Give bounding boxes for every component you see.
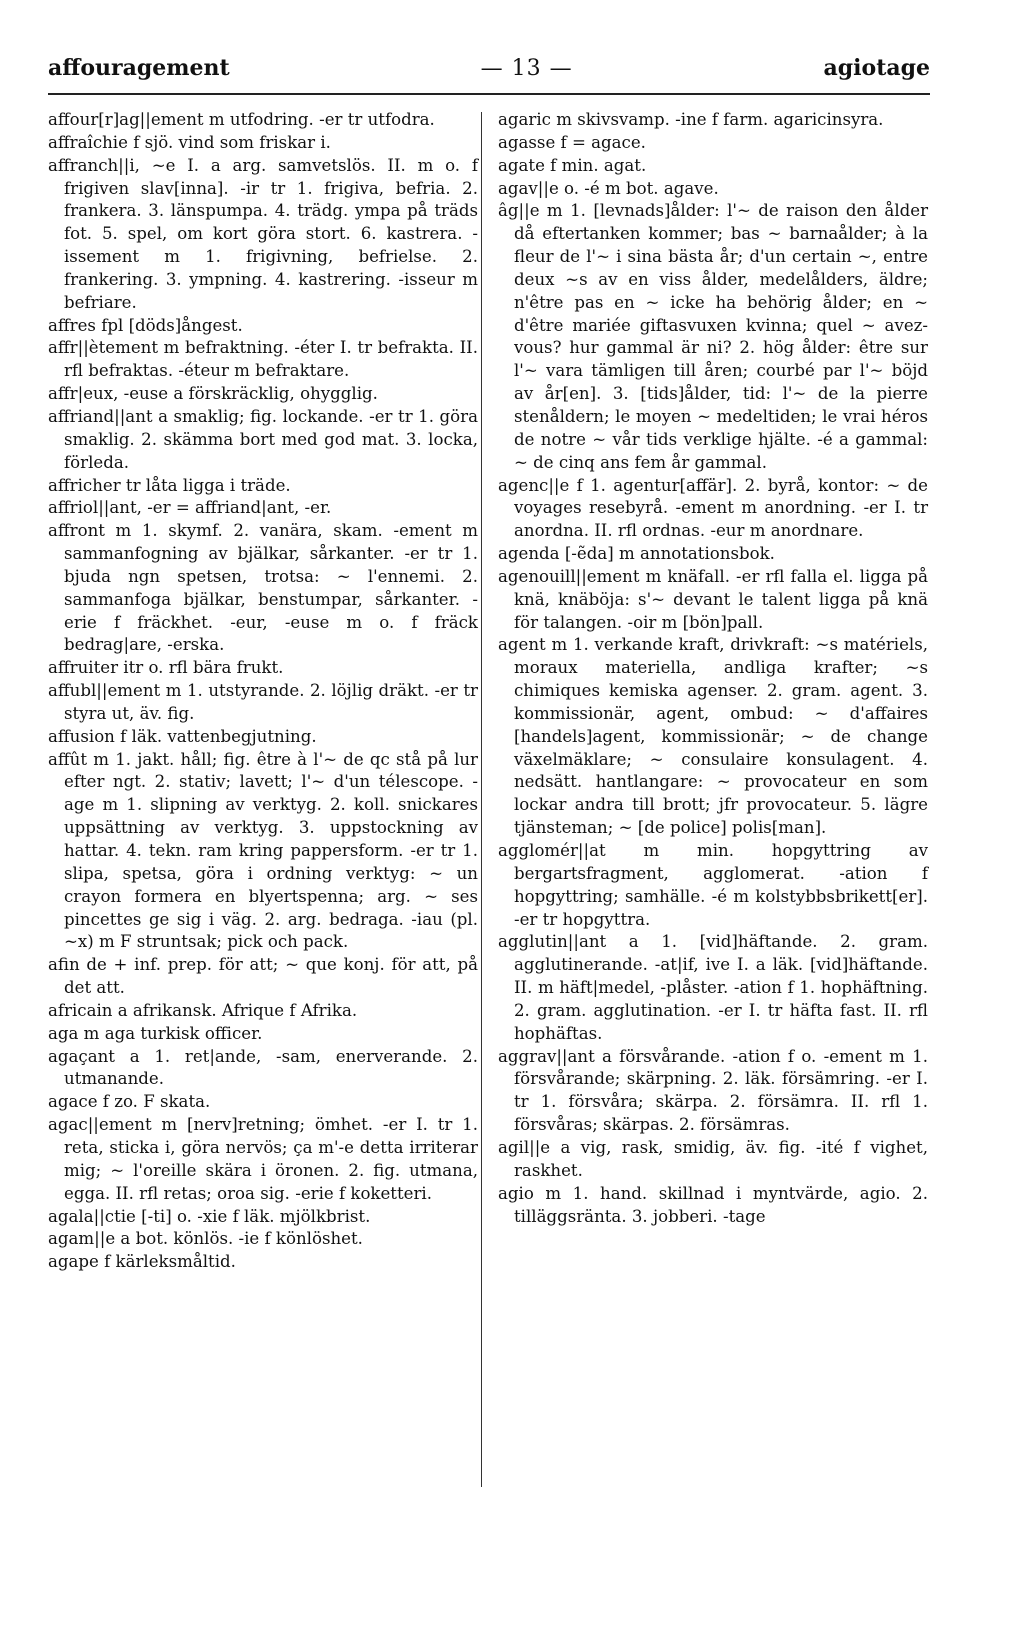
dictionary-entry: affubl||ement m 1. utstyrande. 2. löjlig dräkt. -er tr styra ut, äv. fig.: [48, 681, 478, 723]
dictionary-entry: agace f zo. F skata.: [48, 1092, 211, 1112]
dictionary-entry: affriand||ant a smaklig; fig. lockande. -er tr 1. göra smaklig. 2. skämma bort med god mat. 3. locka, förleda.: [48, 406, 478, 472]
dictionary-entry: affruiter itr o. rfl bära frukt.: [48, 658, 284, 678]
dictionary-entry: agglutin||ant a 1. [vid]häftande. 2. gram. agglutinerande. -at|if, ive I. a läk. [vid]häftande. II. m häft|medel, -plåster. -ation f 1. hophäftning. 2. gram. agglutination. -er I. tr häfta fast. II. rfl hophäftas.: [498, 932, 928, 1043]
dictionary-entry: affr||ètement m befraktning. -éter I. tr befrakta. II. rfl befraktas. -éteur m befraktare.: [48, 338, 478, 381]
dictionary-entry: agac||ement m [nerv]retning; ömhet. -er I. tr 1. reta, sticka i, göra nervös; ça m'-e detta irriterar mig; ~ l'oreille skära i öronen. 2. fig. utmana, egga. II. rfl retas; oroa sig. -erie f koketteri.: [48, 1115, 478, 1203]
dictionary-entry: agenda [-ẽda] m annotationsbok.: [498, 544, 775, 564]
dictionary-entry: affriol||ant, -er = affriand|ant, -er.: [48, 498, 332, 518]
dictionary-entry: affusion f läk. vattenbegjutning.: [48, 726, 317, 746]
left-column: [48, 109, 478, 1274]
dictionary-entry: âg||e m 1. [levnads]ålder: l'~ de raison den ålder då eftertanken kommer; bas ~ barnaålder; à la fleur de l'~ i sina bästa år; d'un certain ~, entre deux ~s av en viss ålder, medelålders, äldre; n'être pas en ~ icke ha behörig ålder; en ~ d'être mariée giftasvuxen kvinna; quel ~ avez-vous? hur gammal är ni? 2. hög ålder: être sur l'~ vara tämligen till åren; courbé par l'~ böjd av år[en]. 3. [tids]ålder, tid: l'~ de la pierre stenåldern; le moyen ~ medeltiden; le vrai héros de notre ~ vår tids verklige hjälte. -é a gammal: ~ de cinq ans fem år gammal.: [498, 201, 928, 472]
dictionary-entry: affraîchie f sjö. vind som friskar i.: [48, 132, 331, 152]
dictionary-entry: affour[r]ag||ement m utfodring. -er tr utfodra.: [48, 110, 435, 129]
dictionary-entry: affres fpl [döds]ångest.: [48, 315, 243, 335]
dictionary-entry: affranch||i, ~e I. a arg. samvetslös. II. m o. f frigiven slav[inna]. -ir tr 1. frigiva, befria. 2. frankera. 3. länspumpa. 4. trädg. ympa på träds fot. 5. spel, om kort göra stort. 6. kastrera. -issement m 1. frigivning, befrielse. 2. frankering. 3. ympning. 4. kastrering. -isseur m befriare.: [48, 155, 478, 312]
page-number: — 13 —: [480, 55, 573, 81]
dictionary-entry: agglomér||at m min. hopgyttring av bergartsfragment, agglomerat. -ation f hopgyttring; samhälle. -é m kolstybbsbrikett[er]. -er tr hopgyttra.: [498, 841, 928, 929]
right-guide-word: agiotage: [823, 55, 930, 81]
dictionary-entry: agenouill||ement m knäfall. -er rfl falla el. ligga på knä, knäböja: s'~ devant le talent ligga på knä för talangen. -oir m [bön]pall.: [498, 566, 928, 632]
dictionary-entry: agape f kärleksmåltid.: [48, 1252, 236, 1272]
dictionary-entry: affront m 1. skymf. 2. vanära, skam. -ement m sammanfogning av bjälkar, sårkanter. -er tr 1. bjuda ngn spetsen, trotsa: ~ l'ennemi. 2. sammanfoga bjälkar, benstumpar, sårkanter. -erie f fräckhet. -eur, -euse m o. f fräck bedrag|are, -erska.: [48, 521, 478, 655]
dictionary-entry: agil||e a vig, rask, smidig, äv. fig. -ité f vighet, raskhet.: [498, 1137, 928, 1180]
dictionary-entry: agaric m skivsvamp. -ine f farm. agaricinsyra.: [498, 110, 884, 129]
dictionary-entry: africain a afrikansk. Afrique f Afrika.: [48, 1000, 358, 1020]
dictionary-entry: afin de + inf. prep. för att; ~ que konj. för att, på det att.: [48, 955, 478, 998]
right-column: [498, 109, 928, 1228]
dictionary-entry: agam||e a bot. könlös. -ie f könlöshet.: [48, 1229, 363, 1249]
dictionary-entry: aga m aga turkisk officer.: [48, 1023, 263, 1043]
left-guide-word: affouragement: [48, 55, 230, 81]
dictionary-entry: agala||ctie [-ti] o. -xie f läk. mjölkbrist.: [48, 1206, 371, 1226]
dictionary-entry: agav||e o. -é m bot. agave.: [498, 178, 719, 198]
dictionary-entry: agaçant a 1. ret|ande, -sam, enerverande. 2. utmanande.: [48, 1046, 478, 1089]
header-rule: [48, 93, 930, 95]
dictionary-entry: agenc||e f 1. agentur[affär]. 2. byrå, kontor: ~ de voyages resebyrå. -ement m anordning. -er I. tr anordna. II. rfl ordnas. -eur m anordnare.: [498, 475, 928, 541]
dictionary-entry: agate f min. agat.: [498, 155, 647, 175]
dictionary-entry: affût m 1. jakt. håll; fig. être à l'~ de qc stå på lur efter ngt. 2. stativ; lavett; l'~ d'un télescope. -age m 1. slipning av verktyg. 2. koll. snickares uppsättning av verktyg. 3. uppstockning av hattar. 4. tekn. ram kring pappersform. -er tr 1. slipa, spetsa, göra i ordning verktyg: ~ un crayon formera en blyertspenna; arg. ~ ses pincettes ge sig i väg. 2. arg. bedraga. -iau (pl. ~x) m F struntsak; pick och pack.: [48, 749, 478, 952]
page-header: [48, 50, 930, 86]
dictionary-entry: affricher tr låta ligga i träde.: [48, 475, 291, 495]
dictionary-entry: agio m 1. hand. skillnad i myntvärde, agio. 2. tilläggsränta. 3. jobberi. -tage: [498, 1183, 928, 1226]
column-divider: [481, 112, 482, 1487]
dictionary-entry: aggrav||ant a försvårande. -ation f o. -ement m 1. försvårande; skärpning. 2. läk. försämring. -er I. tr 1. försvåra; skärpa. 2. försämra. II. rfl 1. försvåras; skärpas. 2. försämras.: [498, 1046, 928, 1135]
dictionary-entry: affr|eux, -euse a förskräcklig, ohygglig.: [48, 384, 378, 404]
dictionary-entry: agasse f = agace.: [498, 132, 646, 152]
dictionary-entry: agent m 1. verkande kraft, drivkraft: ~s matériels, moraux materiella, andliga krafter; ~s chimiques kemiska agenser. 2. gram. agent. 3. kommissionär, agent, ombud: ~ d'affaires [handels]agent, kommissionär; ~ de change växelmäklare; ~ consulaire konsulagent. 4. nedsätt. hantlangare: ~ provocateur en som lockar andra till brott; jfr provocateur. 5. lägre tjänsteman; ~ [de police] polis[man].: [498, 635, 928, 838]
